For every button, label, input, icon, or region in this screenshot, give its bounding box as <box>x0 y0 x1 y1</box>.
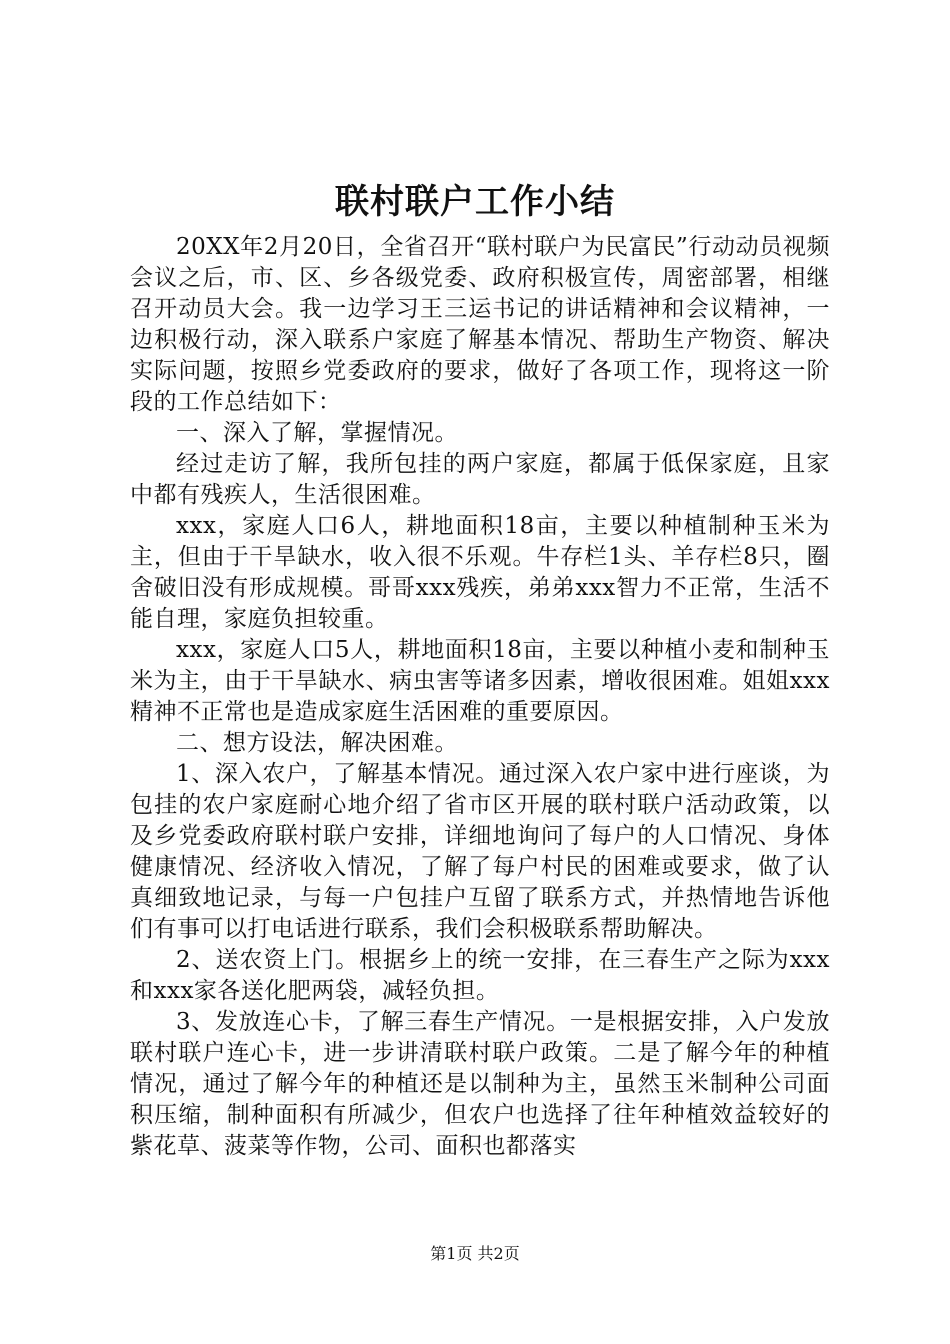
paragraph-household-1: xxx，家庭人口6人，耕地面积18亩，主要以种植制种玉米为主，但由于干旱缺水，收入很不乐观。牛存栏1头、羊存栏8只，圈舍破旧没有形成规模。哥哥xxx残疾，弟弟xxx智力不正常，生活不能自理，家庭负担较重。 <box>130 513 830 632</box>
section-heading-1: 一、深入了解，掌握情况。 <box>176 420 458 446</box>
paragraph-item-1: 1、深入农户，了解基本情况。通过深入农户家中进行座谈，为包挂的农户家庭耐心地介绍了省市区开展的联村联户活动政策，以及乡党委政府联村联户安排，详细地询问了每户的人口情况、身体健康情况、经济收入情况，了解了每户村民的困难或要求，做了认真细致地记录，与每一户包挂户互留了联系方式，并热情地告诉他们有事可以打电话进行联系，我们会积极联系帮助解决。 <box>130 761 830 942</box>
document-title: 联村联户工作小结 <box>335 182 615 222</box>
document-body <box>130 232 830 1162</box>
page-footer: 第1页 共2页 <box>430 1244 520 1263</box>
paragraph-household-2: xxx，家庭人口5人，耕地面积18亩，主要以种植小麦和制种玉米为主，由于干旱缺水、病虫害等诸多因素，增收很困难。姐姐xxx精神不正常也是造成家庭生活困难的重要原因。 <box>130 637 830 725</box>
paragraph-visit-summary: 经过走访了解，我所包挂的两户家庭，都属于低保家庭，且家中都有残疾人，生活很困难。 <box>130 451 830 508</box>
section-heading-2: 二、想方设法，解决困难。 <box>176 730 458 756</box>
paragraph-intro: 20XX年2月20日，全省召开“联村联户为民富民”行动动员视频会议之后，市、区、乡各级党委、政府积极宣传，周密部署，相继召开动员大会。我一边学习王三运书记的讲话精神和会议精神，一边积极行动，深入联系户家庭了解基本情况、帮助生产物资、解决实际问题，按照乡党委政府的要求，做好了各项工作，现将这一阶段的工作总结如下： <box>130 234 830 415</box>
paragraph-item-3: 3、发放连心卡，了解三春生产情况。一是根据安排，入户发放联村联户连心卡，进一步讲清联村联户政策。二是了解今年的种植情况，通过了解今年的种植还是以制种为主，虽然玉米制种公司面积压缩，制种面积有所减少，但农户也选择了往年种植效益较好的紫花草、菠菜等作物，公司、面积也都落实 <box>130 1009 830 1159</box>
paragraph-item-2: 2、送农资上门。根据乡上的统一安排，在三春生产之际为xxx和xxx家各送化肥两袋，减轻负担。 <box>130 947 830 1004</box>
